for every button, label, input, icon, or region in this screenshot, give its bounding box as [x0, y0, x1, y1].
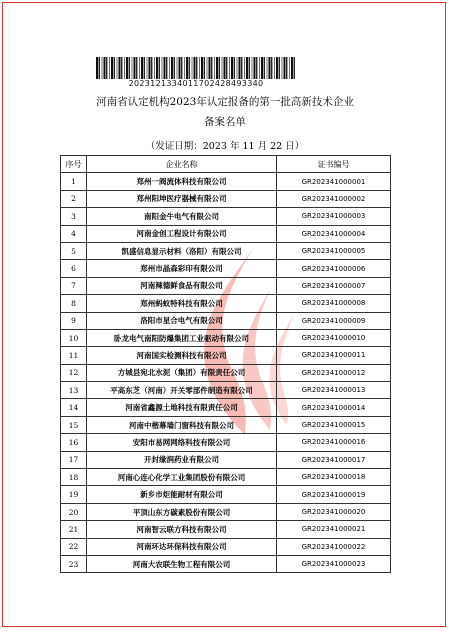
- barcode-bar: [289, 57, 290, 79]
- barcode-bar: [102, 57, 103, 79]
- barcode-bar: [246, 57, 248, 79]
- cert-number: GR202341000015: [277, 416, 391, 433]
- barcode-bar: [229, 57, 230, 79]
- cert-number: GR202341000019: [277, 486, 391, 503]
- row-number: 3: [61, 208, 87, 225]
- barcode-bar: [141, 57, 143, 79]
- barcode-bar: [184, 57, 185, 79]
- company-name: 洛阳市星合电气有限公司: [87, 312, 277, 329]
- barcode-bar: [169, 57, 170, 79]
- company-name: 河南辣德鲜食品有限公司: [87, 277, 277, 294]
- barcode-bar: [196, 57, 197, 79]
- barcode-bar: [199, 57, 200, 79]
- barcode-bar: [216, 57, 218, 79]
- cert-number: GR202341000006: [277, 260, 391, 277]
- company-table: [60, 155, 391, 573]
- company-name: 郑州一阀流体科技有限公司: [87, 173, 277, 190]
- table-row: [61, 260, 391, 277]
- barcode-bar: [119, 57, 121, 79]
- row-number: 15: [61, 416, 87, 433]
- barcode-bar: [209, 57, 211, 79]
- barcode-bar: [104, 57, 106, 79]
- barcode-bar: [171, 57, 173, 79]
- barcode-bar: [244, 57, 245, 79]
- row-number: 7: [61, 277, 87, 294]
- row-number: 9: [61, 312, 87, 329]
- barcode-bar: [159, 57, 160, 79]
- company-name: 郑州阳坤医疗器械有限公司: [87, 190, 277, 207]
- barcode-bar: [147, 57, 148, 79]
- table-row: [61, 173, 391, 190]
- company-name: 新乡市炬能耐材有限公司: [87, 486, 277, 503]
- row-number: 20: [61, 503, 87, 520]
- row-number: 5: [61, 242, 87, 259]
- company-name: 郑州市晶森彩印有限公司: [87, 260, 277, 277]
- table-row: [61, 469, 391, 486]
- barcode-bar: [144, 57, 145, 79]
- row-number: 4: [61, 225, 87, 242]
- company-name: 安阳市易网网络科技有限公司: [87, 434, 277, 451]
- barcode-bar: [231, 57, 233, 79]
- barcode-bar: [274, 57, 275, 79]
- cert-number: GR202341000016: [277, 434, 391, 451]
- barcode-bar: [139, 57, 140, 79]
- barcode-bar: [239, 57, 241, 79]
- table-row: [61, 329, 391, 346]
- barcode-bar: [224, 57, 226, 79]
- company-name: 河南金创工程设计有限公司: [87, 225, 277, 242]
- barcode-bar: [291, 57, 293, 79]
- cert-number: GR202341000018: [277, 469, 391, 486]
- cert-number: GR202341000011: [277, 347, 391, 364]
- document-subtitle: 备案名单: [204, 116, 246, 128]
- cert-number: GR202341000004: [277, 225, 391, 242]
- barcode-bar: [192, 57, 193, 79]
- barcode: [96, 57, 296, 79]
- row-number: 12: [61, 364, 87, 381]
- barcode-bar: [237, 57, 238, 79]
- document-title: 河南省认定机构2023年认定报备的第一批高新技术企业: [96, 96, 354, 108]
- company-name: 卧龙电气南阳防爆集团工业驱动有限公司: [87, 329, 277, 346]
- barcode-bar: [99, 57, 100, 79]
- company-name: 河南国实检测科技有限公司: [87, 347, 277, 364]
- company-name: 河南省鑫源土地科技有限责任公司: [87, 399, 277, 416]
- row-number: 2: [61, 190, 87, 207]
- table-row: [61, 555, 391, 572]
- row-number: 6: [61, 260, 87, 277]
- cert-number: GR202341000023: [277, 555, 391, 572]
- table-row: [61, 242, 391, 259]
- table-row: [61, 190, 391, 207]
- barcode-bar: [234, 57, 235, 79]
- barcode-bar: [166, 57, 167, 79]
- table-row: [61, 451, 391, 468]
- barcode-bar: [259, 57, 260, 79]
- row-number: 8: [61, 295, 87, 312]
- cert-number: GR202341000002: [277, 190, 391, 207]
- barcode-number: 20231213340117024284933​40: [128, 79, 264, 88]
- barcode-bar: [284, 57, 286, 79]
- barcode-bar: [96, 57, 98, 79]
- barcode-bar: [129, 57, 130, 79]
- company-name: 方城县宛北水泥（集团）有限责任公司: [87, 364, 277, 381]
- barcode-bar: [207, 57, 208, 79]
- barcode-bar: [276, 57, 278, 79]
- barcode-bar: [134, 57, 136, 79]
- table-row: [61, 225, 391, 242]
- barcode-bar: [194, 57, 196, 79]
- barcode-bar: [204, 57, 205, 79]
- table-row: [61, 347, 391, 364]
- row-number: 23: [61, 555, 87, 572]
- row-number: 14: [61, 399, 87, 416]
- barcode-bar: [269, 57, 271, 79]
- barcode-bar: [117, 57, 118, 79]
- cert-number: GR202341000001: [277, 173, 391, 190]
- header-company-name: 企业名称: [87, 156, 277, 173]
- company-name: 河南大农联生物工程有限公司: [87, 555, 277, 572]
- company-name: 河南心连心化学工业集团股份有限公司: [87, 469, 277, 486]
- barcode-bar: [154, 57, 155, 79]
- row-number: 10: [61, 329, 87, 346]
- barcode-bar: [179, 57, 181, 79]
- barcode-bar: [271, 57, 272, 79]
- barcode-bar: [109, 57, 110, 79]
- table-row: [61, 538, 391, 555]
- table-row: [61, 208, 391, 225]
- table-row: [61, 364, 391, 381]
- header-cert-number: 证书编号: [277, 156, 391, 173]
- company-name: 平高东芝（河南）开关零部件制造有限公司: [87, 382, 277, 399]
- row-number: 17: [61, 451, 87, 468]
- barcode-bar: [151, 57, 152, 79]
- barcode-bar: [149, 57, 151, 79]
- barcode-bar: [174, 57, 175, 79]
- cert-number: GR202341000021: [277, 521, 391, 538]
- company-name: 河南环达环保科技有限公司: [87, 538, 277, 555]
- cert-number: GR202341000003: [277, 208, 391, 225]
- cert-number: GR202341000009: [277, 312, 391, 329]
- row-number: 16: [61, 434, 87, 451]
- barcode-bar: [256, 57, 257, 79]
- barcode-bar: [241, 57, 242, 79]
- row-number: 21: [61, 521, 87, 538]
- company-name: 平顶山东方碳素股份有限公司: [87, 503, 277, 520]
- table-row: [61, 503, 391, 520]
- cert-number: GR202341000014: [277, 399, 391, 416]
- table-row: [61, 277, 391, 294]
- barcode-bar: [162, 57, 163, 79]
- barcode-bar: [282, 57, 283, 79]
- barcode-bar: [226, 57, 227, 79]
- cert-number: GR202341000008: [277, 295, 391, 312]
- cert-number: GR202341000012: [277, 364, 391, 381]
- table-row: [61, 312, 391, 329]
- cert-number: GR202341000007: [277, 277, 391, 294]
- header-no: 序号: [61, 156, 87, 173]
- barcode-bar: [294, 57, 295, 79]
- barcode-bar: [164, 57, 166, 79]
- table-row: [61, 399, 391, 416]
- barcode-bar: [254, 57, 256, 79]
- table-row: [61, 416, 391, 433]
- barcode-bar: [177, 57, 178, 79]
- company-name: 河南智云联方科技有限公司: [87, 521, 277, 538]
- barcode-bar: [106, 57, 107, 79]
- company-name: 河南中楷幕墙门窗科技有限公司: [87, 416, 277, 433]
- row-number: 13: [61, 382, 87, 399]
- row-number: 19: [61, 486, 87, 503]
- cert-number: GR202341000005: [277, 242, 391, 259]
- barcode-bar: [219, 57, 220, 79]
- barcode-bar: [252, 57, 253, 79]
- barcode-bar: [249, 57, 250, 79]
- company-name: 凯盛信息显示材料（洛阳）有限公司: [87, 242, 277, 259]
- cert-number: GR202341000013: [277, 382, 391, 399]
- barcode-bar: [279, 57, 280, 79]
- barcode-bar: [114, 57, 115, 79]
- row-number: 11: [61, 347, 87, 364]
- barcode-bar: [126, 57, 128, 79]
- company-name: 开封缘润药业有限公司: [87, 451, 277, 468]
- barcode-bar: [189, 57, 190, 79]
- issue-date: （发证日期：2023 年 11 月 22 日）: [145, 141, 305, 152]
- table-row: [61, 434, 391, 451]
- barcode-bar: [211, 57, 212, 79]
- cert-number: GR202341000017: [277, 451, 391, 468]
- table-row: [61, 295, 391, 312]
- barcode-bar: [286, 57, 287, 79]
- row-number: 22: [61, 538, 87, 555]
- barcode-bar: [261, 57, 263, 79]
- cert-number: GR202341000020: [277, 503, 391, 520]
- barcode-bar: [156, 57, 158, 79]
- cert-number: GR202341000010: [277, 329, 391, 346]
- barcode-bar: [136, 57, 137, 79]
- table-row: [61, 486, 391, 503]
- barcode-bar: [267, 57, 268, 79]
- company-name: 南阳金牛电气有限公司: [87, 208, 277, 225]
- row-number: 18: [61, 469, 87, 486]
- table-header-row: [61, 156, 391, 173]
- table-row: [61, 521, 391, 538]
- barcode-bar: [124, 57, 125, 79]
- company-name: 郑州蚂蚁特科技有限公司: [87, 295, 277, 312]
- barcode-bar: [111, 57, 113, 79]
- barcode-bar: [132, 57, 133, 79]
- barcode-bar: [264, 57, 265, 79]
- barcode-bar: [201, 57, 203, 79]
- row-number: 1: [61, 173, 87, 190]
- barcode-bar: [214, 57, 215, 79]
- table-row: [61, 382, 391, 399]
- barcode-bar: [181, 57, 182, 79]
- cert-number: GR202341000022: [277, 538, 391, 555]
- barcode-bar: [222, 57, 223, 79]
- barcode-bar: [186, 57, 188, 79]
- barcode-bar: [121, 57, 122, 79]
